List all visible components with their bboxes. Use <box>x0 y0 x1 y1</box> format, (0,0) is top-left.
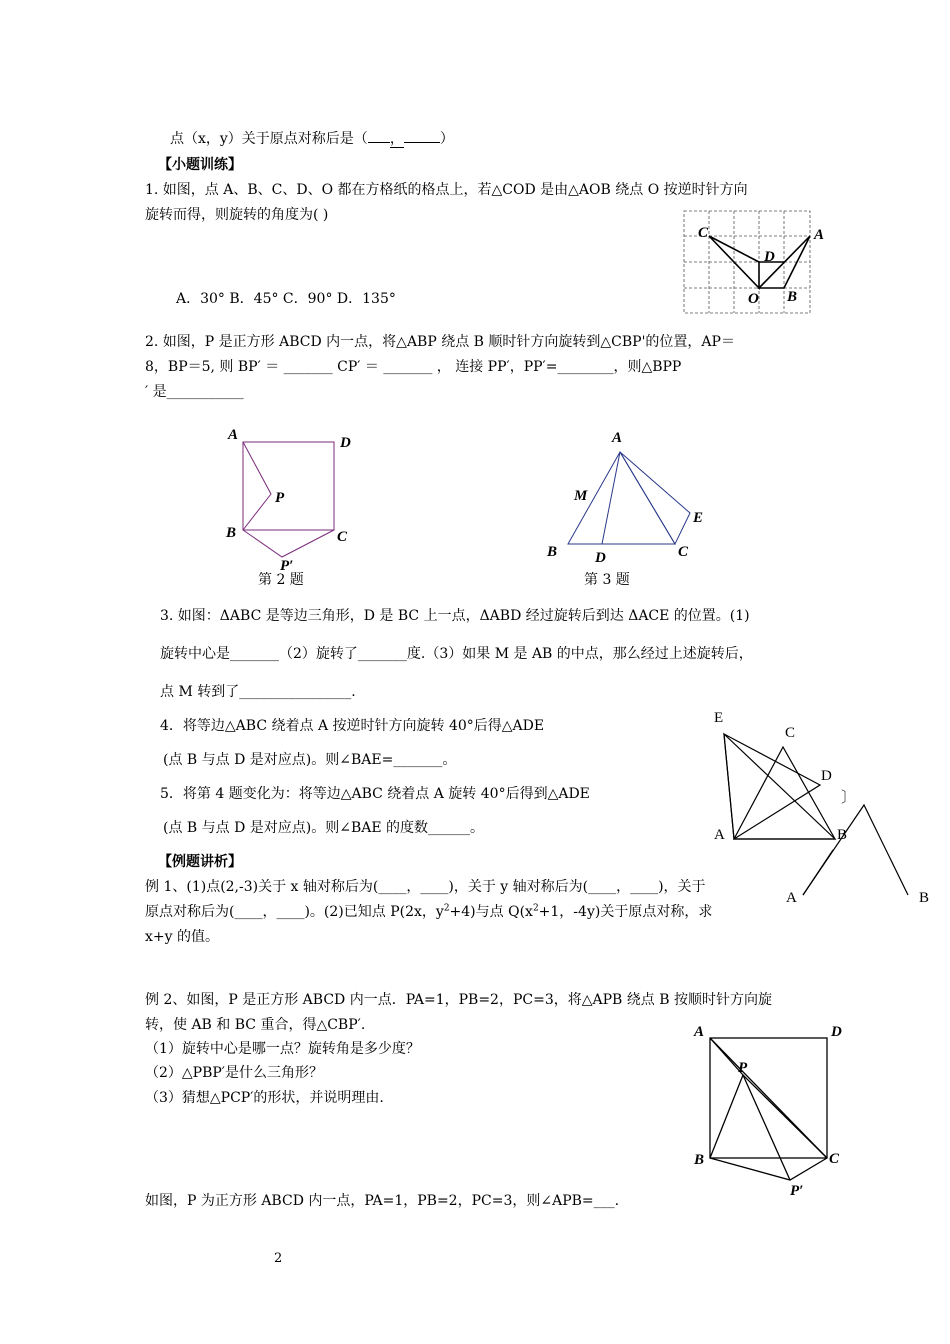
label-D: D <box>595 550 606 566</box>
q2-caption: 第 2 题 <box>258 572 304 588</box>
label-B2: B <box>919 890 930 906</box>
q1-line1: 1. 如图，点 A、B、C、D、O 都在方格纸的格点上，若△COD 是由△AOB 绕点 O 按逆时针方向 <box>145 182 748 198</box>
label-P: P <box>275 490 285 506</box>
q2-line3: ′ 是___________ <box>145 384 244 400</box>
ex2-q1: （1）旋转中心是哪一点？旋转角是多少度？ <box>145 1041 420 1057</box>
label-E: E <box>714 710 724 726</box>
label-C: C <box>698 225 709 241</box>
label-A: A <box>228 427 239 443</box>
label-D: D <box>831 1024 842 1040</box>
label-C: C <box>678 544 689 560</box>
answer-blank <box>404 128 440 143</box>
label-B: B <box>694 1152 705 1168</box>
label-A: A <box>814 227 825 243</box>
label-C: C <box>785 725 796 741</box>
q5-line2: (点 B 与点 D 是对应点)。则∠BAE 的度数______。 <box>163 820 485 836</box>
section-title-practice: 【小题训练】 <box>158 157 242 173</box>
q1-choices: A．30° B．45° C．90° D．135° <box>176 291 396 307</box>
label-B: B <box>547 544 558 560</box>
ex1-line2: 原点对称后为(____，____)。(2)已知点 P(2x，$y^2+4$)与点 $Q(x^2+1$，-4y)关于原点对称，求 <box>145 903 713 920</box>
label-B: B <box>837 827 848 843</box>
label-B: B <box>226 525 237 541</box>
label-A2: A <box>786 890 797 906</box>
label-P-prime: P′ <box>790 1183 804 1199</box>
label-D: D <box>821 768 832 784</box>
q1-grid-figure <box>684 211 825 315</box>
q2-line1: 2. 如图，P 是正方形 ABCD 内一点，将△ABP 绕点 B 顺时针方向旋转到△CBP'的位置，AP＝ <box>145 334 735 350</box>
q1-line2: 旋转而得，则旋转的角度为( ) <box>145 207 329 223</box>
section-title-examples: 【例题讲析】 <box>158 854 242 870</box>
ex2-q2: （2）△PBP′是什么三角形？ <box>145 1065 323 1081</box>
ex1-line1: 例 1、(1)点(2,-3)关于 x 轴对称后为(____，____)，关于 y 轴对称后为(____，____)，关于 <box>145 879 706 895</box>
q3-line3: 点 M 转到了________________. <box>160 684 356 700</box>
label-P: P <box>738 1060 748 1076</box>
intro-line: 点（x，y）关于原点对称后是（ ， ） <box>170 128 454 149</box>
label-C: C <box>337 529 348 545</box>
q4-line2: (点 B 与点 D 是对应点)。则∠BAE=_______。 <box>163 752 457 768</box>
label-P-prime: P′ <box>280 558 294 574</box>
ex2-line1: 例 2、如图，P 是正方形 ABCD 内一点．PA=1，PB=2，PC=3，将△APB 绕点 B 按顺时针方向旋 <box>145 992 772 1008</box>
label-D: D <box>764 249 775 265</box>
label-C: C <box>829 1151 840 1167</box>
q2-line2: 8，BP＝5, 则 BP′ ＝ _______ CP′ ＝ _______ ， 连接 PP′，PP′=________，则△BPP <box>145 359 682 375</box>
q3-triangle-figure <box>540 425 720 575</box>
q3-line1: 3. 如图：ΔABC 是等边三角形，D 是 BC 上一点，ΔABD 经过旋转后到达 ΔACE 的位置。(1) <box>160 608 750 624</box>
ex2-q3: （3）猜想△PCP′的形状，并说明理由. <box>145 1090 384 1106</box>
label-B: B <box>787 289 798 305</box>
ex2-square-figure <box>690 1020 860 1200</box>
q4-line1: 4．将等边△ABC 绕着点 A 按逆时针方向旋转 40°后得△ADE <box>160 718 545 734</box>
q3-caption: 第 3 题 <box>584 572 630 588</box>
label-D: D <box>340 435 351 451</box>
label-A: A <box>612 430 623 446</box>
page-number: 2 <box>274 1251 283 1266</box>
answer-blank <box>368 128 390 143</box>
last-question: 如图，P 为正方形 ABCD 内一点，PA=1，PB=2，PC=3，则∠APB=___. <box>145 1193 620 1209</box>
ex1-line3: x+y 的值。 <box>145 929 219 945</box>
ex2-line2: 转，使 AB 和 BC 重合，得△CBP′. <box>145 1017 366 1033</box>
q4-rotation-figure <box>700 705 940 905</box>
q3-line2: 旋转中心是_______（2）旋转了_______度.（3）如果 M 是 AB 的中点，那么经过上述旋转后， <box>160 646 753 662</box>
q5-line1: 5．将第 4 题变化为：将等边△ABC 绕着点 A 旋转 40°后得到△ADE <box>160 786 590 802</box>
label-O: O <box>748 291 759 307</box>
label-M: M <box>574 488 588 504</box>
label-top-mark: 〕 <box>841 790 857 806</box>
label-A: A <box>694 1024 705 1040</box>
label-A: A <box>714 827 725 843</box>
label-E: E <box>693 510 704 526</box>
q2-square-figure <box>220 425 370 575</box>
